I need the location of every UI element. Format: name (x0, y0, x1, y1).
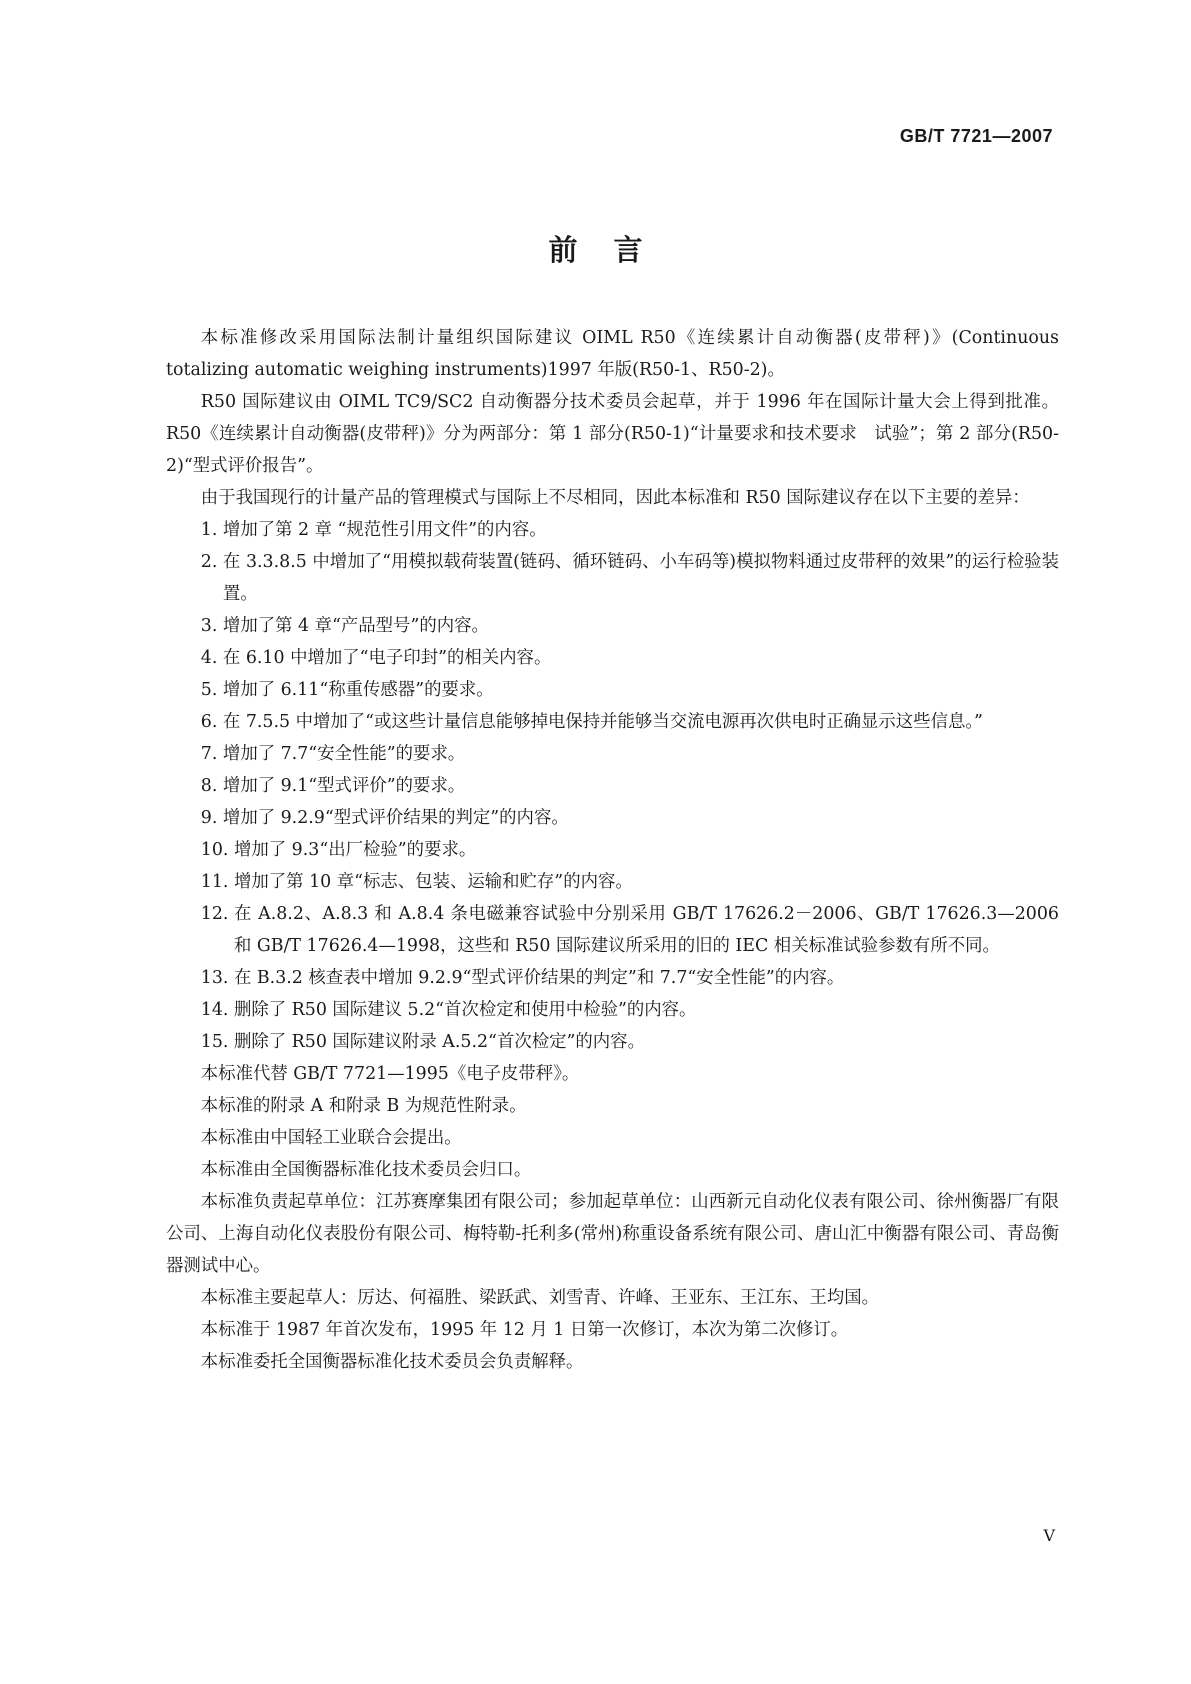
list-item (166, 802, 1059, 834)
list-number: 4. (200, 648, 223, 668)
intro-paragraph: R50 国际建议由 OIML TC9/SC2 自动衡器分技术委员会起草，并于 1996 年在国际计量大会上得到批准。R50《连续累计自动衡器(皮带秤)》分为两部分：第 1 部分(R50-1)“计量要求和技术要求 试验”；第 2 部分(R50-2)“型式评价报告”。 (166, 392, 1059, 476)
list-text: 增加了第 10 章“标志、包装、运输和贮存”的内容。 (233, 872, 633, 892)
list-text: 在 B.3.2 核查表中增加 9.2.9“型式评价结果的判定”和 7.7“安全性能”的内容。 (233, 968, 845, 988)
list-item (166, 898, 1059, 962)
list-item (166, 962, 1059, 994)
list-item (166, 866, 1059, 898)
list-item (166, 514, 1059, 546)
closing-paragraph: 本标准委托全国衡器标准化技术委员会负责解释。 (200, 1352, 584, 1372)
list-number: 6. (200, 712, 223, 732)
closing-paragraph: 本标准由全国衡器标准化技术委员会归口。 (200, 1160, 532, 1180)
list-item (166, 994, 1059, 1026)
list-text: 增加了 9.1“型式评价”的要求。 (222, 776, 466, 796)
list-text: 增加了 6.11“称重传感器”的要求。 (222, 680, 494, 700)
list-text: 增加了第 4 章“产品型号”的内容。 (222, 616, 489, 636)
list-text: 增加了 7.7“安全性能”的要求。 (222, 744, 466, 764)
list-text: 增加了第 2 章 “规范性引用文件”的内容。 (222, 520, 547, 540)
page-title: 前言 (548, 233, 679, 267)
list-number: 14. (200, 1000, 234, 1020)
list-item (166, 834, 1059, 866)
closing-paragraph: 本标准负责起草单位：江苏赛摩集团有限公司；参加起草单位：山西新元自动化仪表有限公司、徐州衡器厂有限公司、上海自动化仪表股份有限公司、梅特勒-托利多(常州)称重设备系统有限公司、唐山汇中衡器有限公司、青岛衡器测试中心。 (166, 1192, 1059, 1276)
list-number: 1. (200, 520, 223, 540)
list-item (166, 1026, 1059, 1058)
closing-paragraph: 本标准于 1987 年首次发布，1995 年 12 月 1 日第一次修订，本次为第二次修订。 (200, 1320, 849, 1340)
list-item (166, 738, 1059, 770)
closing-paragraph: 本标准由中国轻工业联合会提出。 (200, 1128, 462, 1148)
intro-paragraph: 本标准修改采用国际法制计量组织国际建议 OIML R50《连续累计自动衡器(皮带秤)》(Continuous totalizing automatic weighing instruments)1997 年版(R50-1、R50-2)。 (166, 328, 1059, 380)
page-number: V (1043, 1526, 1055, 1545)
list-text: 在 7.5.5 中增加了“或这些计量信息能够掉电保持并能够当交流电源再次供电时正确显示这些信息。” (222, 712, 983, 732)
document-body (166, 322, 1059, 1378)
list-number: 12. (200, 904, 234, 924)
list-number: 11. (200, 872, 234, 892)
list-text: 在 6.10 中增加了“电子印封”的相关内容。 (222, 648, 552, 668)
standard-code: GB/T 7721—2007 (899, 126, 1053, 146)
list-number: 15. (200, 1032, 234, 1052)
list-item (166, 674, 1059, 706)
closing-paragraph: 本标准的附录 A 和附录 B 为规范性附录。 (200, 1096, 527, 1116)
list-item (166, 642, 1059, 674)
closing-paragraph: 本标准主要起草人：厉达、何福胜、梁跃武、刘雪青、许峰、王亚东、王江东、王均国。 (200, 1288, 880, 1308)
list-item (166, 546, 1059, 610)
list-number: 13. (200, 968, 234, 988)
intro-paragraph: 由于我国现行的计量产品的管理模式与国际上不尽相同，因此本标准和 R50 国际建议存在以下主要的差异： (200, 488, 1030, 508)
list-text: 在 3.3.8.5 中增加了“用模拟载荷装置(链码、循环链码、小车码等)模拟物料通过皮带秤的效果”的运行检验装置。 (222, 552, 1059, 604)
list-text: 在 A.8.2、A.8.3 和 A.8.4 条电磁兼容试验中分别采用 GB/T 17626.2－2006、GB/T 17626.3—2006 和 GB/T 17626.4—1998，这些和 R50 国际建议所采用的旧的 IEC 相关标准试验参数有所不同。 (233, 904, 1059, 956)
list-item (166, 706, 1059, 738)
list-text: 删除了 R50 国际建议 5.2“首次检定和使用中检验”的内容。 (233, 1000, 697, 1020)
list-text: 增加了 9.3“出厂检验”的要求。 (233, 840, 477, 860)
list-number: 10. (200, 840, 234, 860)
list-item (166, 770, 1059, 802)
list-number: 9. (200, 808, 223, 828)
list-text: 增加了 9.2.9“型式评价结果的判定”的内容。 (222, 808, 569, 828)
list-number: 8. (200, 776, 223, 796)
list-item (166, 610, 1059, 642)
list-text: 删除了 R50 国际建议附录 A.5.2“首次检定”的内容。 (233, 1032, 645, 1052)
list-number: 7. (200, 744, 223, 764)
closing-paragraph: 本标准代替 GB/T 7721—1995《电子皮带秤》。 (200, 1064, 580, 1084)
differences-list (166, 514, 1059, 1058)
list-number: 2. (200, 552, 223, 572)
list-number: 5. (200, 680, 223, 700)
list-number: 3. (200, 616, 223, 636)
